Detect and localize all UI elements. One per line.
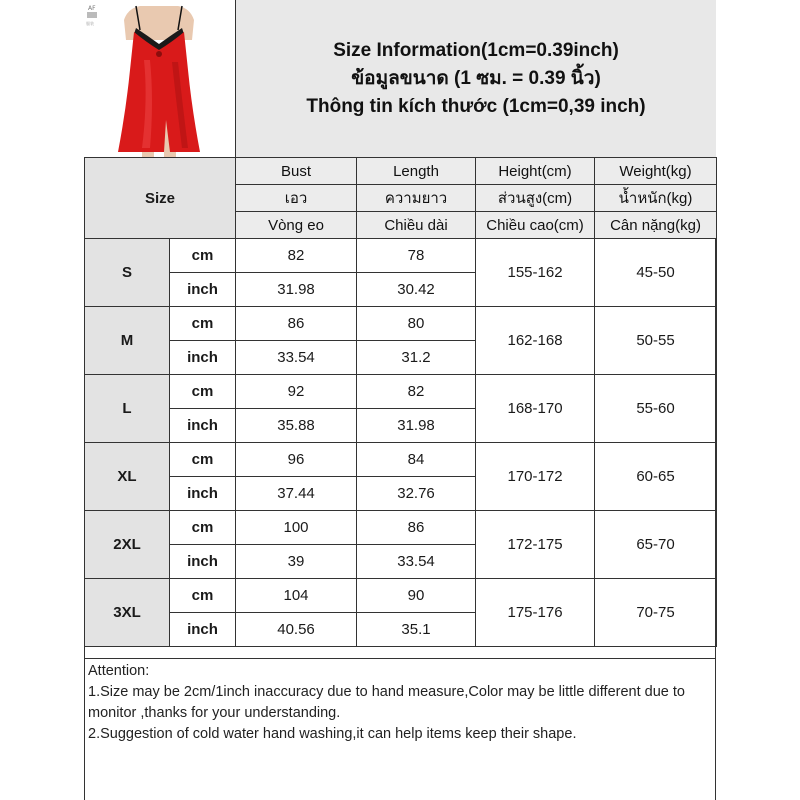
col-header-weight-th: น้ำหนัก(kg)	[595, 185, 717, 212]
unit-cm: cm	[170, 307, 236, 341]
col-header-bust-en: Bust	[236, 158, 357, 185]
size-label: M	[85, 307, 170, 375]
weight-range: 60-65	[595, 443, 717, 511]
unit-inch: inch	[170, 613, 236, 647]
size-information-title	[235, 0, 716, 157]
bust-inch: 40.56	[236, 613, 357, 647]
length-cm: 78	[357, 239, 476, 273]
bust-cm: 100	[236, 511, 357, 545]
unit-inch: inch	[170, 341, 236, 375]
weight-range: 70-75	[595, 579, 717, 647]
length-cm: 90	[357, 579, 476, 613]
header-row-en	[85, 158, 717, 185]
weight-range: 55-60	[595, 375, 717, 443]
red-slip-dress-image	[84, 0, 235, 158]
unit-cm: cm	[170, 375, 236, 409]
table-row	[85, 375, 717, 409]
weight-range: 45-50	[595, 239, 717, 307]
length-inch: 31.98	[357, 409, 476, 443]
unit-cm: cm	[170, 443, 236, 477]
size-label: S	[85, 239, 170, 307]
col-header-height-vi: Chiều cao(cm)	[476, 212, 595, 239]
title-english: Size Information(1cm=0.39inch)	[333, 39, 619, 61]
notes-heading: Attention:	[88, 663, 150, 679]
height-range: 175-176	[476, 579, 595, 647]
unit-cm: cm	[170, 511, 236, 545]
bust-cm: 96	[236, 443, 357, 477]
length-inch: 33.54	[357, 545, 476, 579]
bust-inch: 35.88	[236, 409, 357, 443]
table-row	[85, 307, 717, 341]
table-row	[85, 511, 717, 545]
table-row	[85, 579, 717, 613]
size-label: L	[85, 375, 170, 443]
bust-inch: 31.98	[236, 273, 357, 307]
bust-inch: 37.44	[236, 477, 357, 511]
product-photo	[84, 0, 235, 158]
header	[84, 0, 716, 158]
bust-inch: 39	[236, 545, 357, 579]
size-label: 2XL	[85, 511, 170, 579]
weight-range: 50-55	[595, 307, 717, 375]
bust-cm: 82	[236, 239, 357, 273]
unit-inch: inch	[170, 409, 236, 443]
col-header-length-vi: Chiều dài	[357, 212, 476, 239]
col-header-length-th: ความยาว	[357, 185, 476, 212]
unit-inch: inch	[170, 545, 236, 579]
col-header-bust-th: เอว	[236, 185, 357, 212]
height-range: 155-162	[476, 239, 595, 307]
svg-text:服装: 服装	[86, 21, 94, 26]
bust-cm: 92	[236, 375, 357, 409]
col-header-length-en: Length	[357, 158, 476, 185]
weight-range: 65-70	[595, 511, 717, 579]
length-cm: 80	[357, 307, 476, 341]
size-chart-table	[84, 157, 717, 647]
col-header-height-en: Height(cm)	[476, 158, 595, 185]
unit-cm: cm	[170, 239, 236, 273]
length-cm: 84	[357, 443, 476, 477]
bust-inch: 33.54	[236, 341, 357, 375]
note-line-1: 1.Size may be 2cm/1inch inaccuracy due to hand measure,Color may be little different due to monitor ,thanks for your understanding.	[88, 684, 685, 721]
length-cm: 86	[357, 511, 476, 545]
length-cm: 82	[357, 375, 476, 409]
length-inch: 35.1	[357, 613, 476, 647]
unit-cm: cm	[170, 579, 236, 613]
attention-notes	[84, 658, 716, 800]
bust-cm: 104	[236, 579, 357, 613]
height-range: 170-172	[476, 443, 595, 511]
col-header-weight-en: Weight(kg)	[595, 158, 717, 185]
svg-text:AF: AF	[88, 5, 96, 12]
size-label: XL	[85, 443, 170, 511]
height-range: 168-170	[476, 375, 595, 443]
title-thai: ข้อมูลขนาด (1 ซม. = 0.39 นิ้ว)	[351, 67, 601, 89]
length-inch: 31.2	[357, 341, 476, 375]
length-inch: 32.76	[357, 477, 476, 511]
height-range: 162-168	[476, 307, 595, 375]
col-header-weight-vi: Cân nặng(kg)	[595, 212, 717, 239]
col-header-bust-vi: Vòng eo	[236, 212, 357, 239]
bust-cm: 86	[236, 307, 357, 341]
col-header-height-th: ส่วนสูง(cm)	[476, 185, 595, 212]
unit-inch: inch	[170, 477, 236, 511]
length-inch: 30.42	[357, 273, 476, 307]
size-label: 3XL	[85, 579, 170, 647]
size-heading: Size	[85, 158, 236, 239]
unit-inch: inch	[170, 273, 236, 307]
table-row	[85, 239, 717, 273]
height-range: 172-175	[476, 511, 595, 579]
note-line-2: 2.Suggestion of cold water hand washing,it can help items keep their shape.	[88, 726, 577, 742]
title-vietnamese: Thông tin kích thước (1cm=0,39 inch)	[306, 95, 646, 117]
table-row	[85, 443, 717, 477]
